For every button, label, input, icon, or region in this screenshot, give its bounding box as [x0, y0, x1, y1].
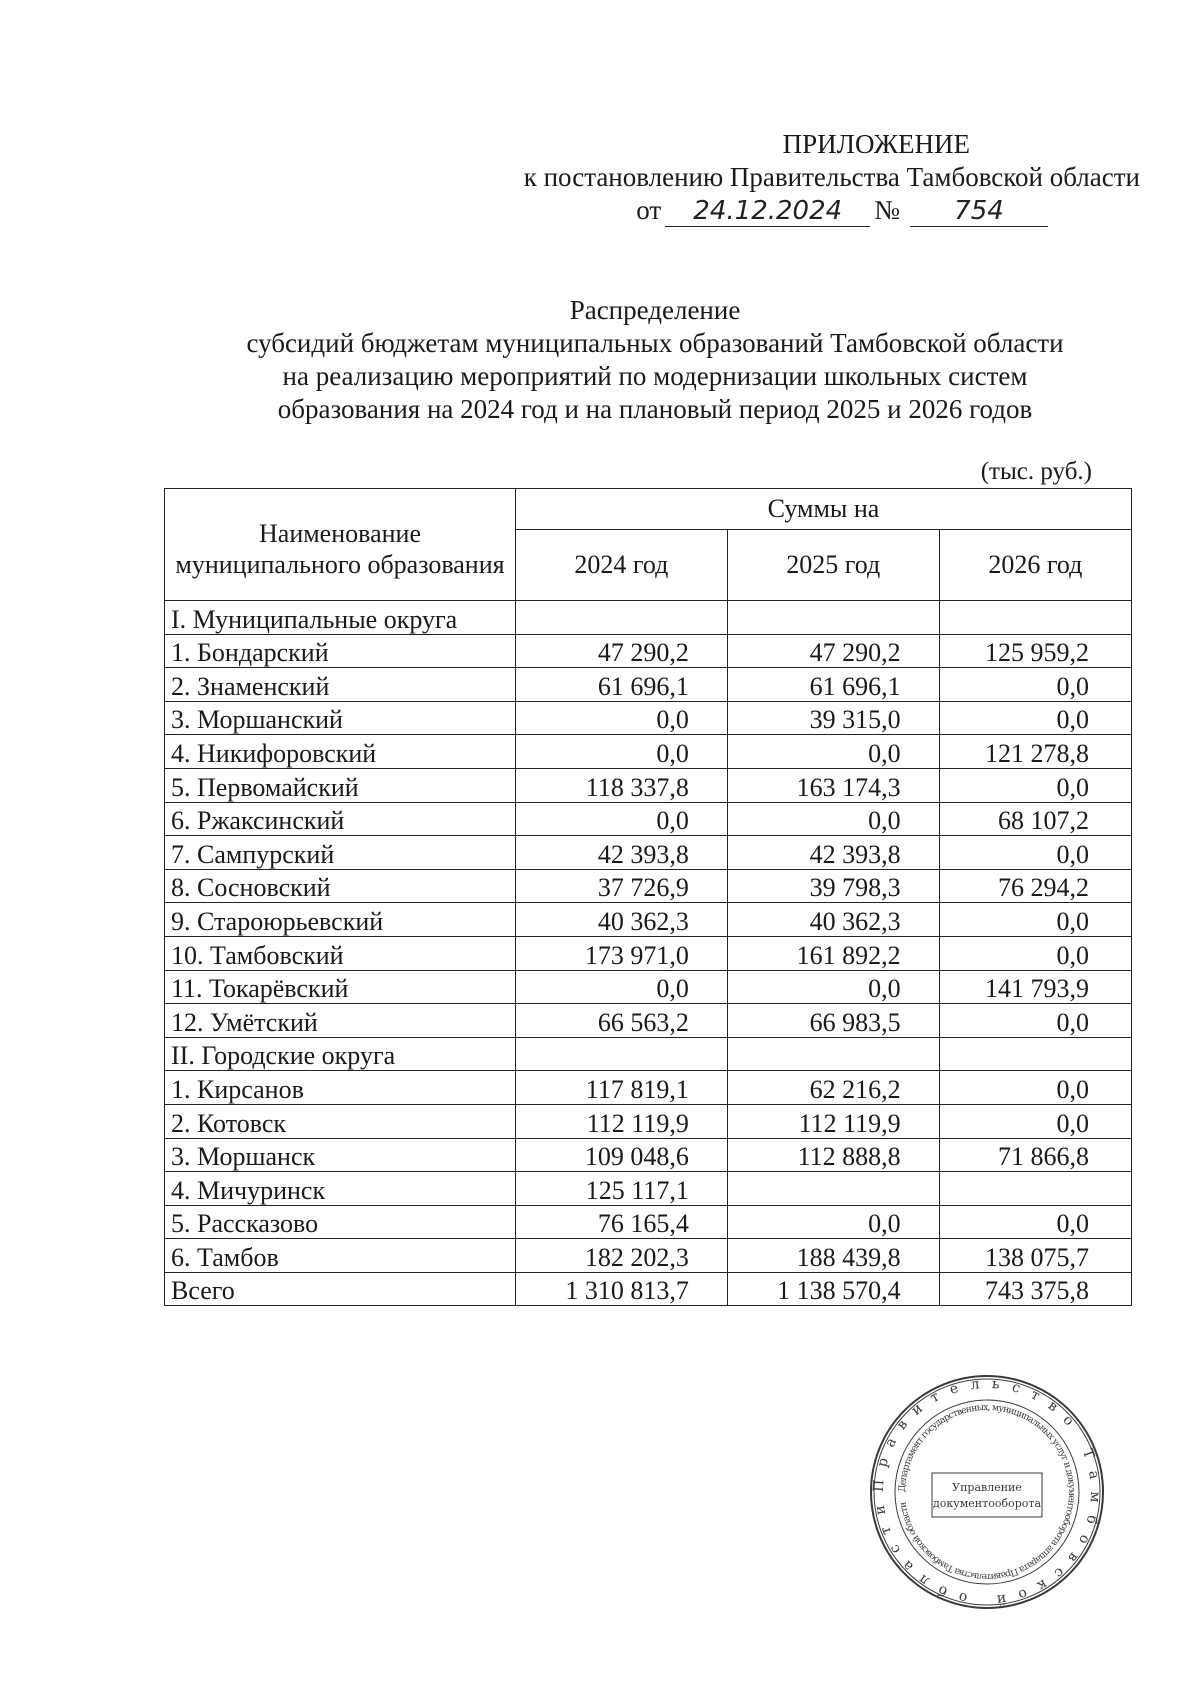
header-year-2024: 2024 год [516, 530, 728, 601]
stamp-center-line-2: документооборота [932, 1497, 1042, 1510]
row-value-2025 [727, 1037, 939, 1071]
row-name: 6. Тамбов [165, 1239, 516, 1273]
row-value-2025: 0,0 [727, 802, 939, 836]
row-value-2026: 0,0 [939, 1104, 1131, 1138]
table-row [165, 1004, 1132, 1038]
stamp-center-line-1: Управление [952, 1481, 1022, 1494]
row-value-2025: 39 798,3 [727, 869, 939, 903]
row-value-2026: 743 375,8 [939, 1272, 1131, 1306]
appendix-subheading: к постановлению Правительства Тамбовской области [523, 162, 1140, 192]
row-name: 2. Знаменский [165, 668, 516, 702]
table-row [165, 735, 1132, 769]
table-row [165, 1239, 1132, 1273]
row-name: 3. Моршанский [165, 701, 516, 735]
row-value-2025 [727, 1172, 939, 1206]
row-value-2026: 0,0 [939, 701, 1131, 735]
header-year-2025: 2025 год [727, 530, 939, 601]
row-value-2025: 0,0 [727, 735, 939, 769]
row-value-2024: 37 726,9 [516, 869, 728, 903]
number-label: № [874, 195, 900, 225]
date-prefix: от [636, 195, 662, 225]
row-name: 9. Староюрьевский [165, 903, 516, 937]
table-row [165, 634, 1132, 668]
row-value-2026: 0,0 [939, 836, 1131, 870]
row-value-2025: 40 362,3 [727, 903, 939, 937]
header-year-2026: 2026 год [939, 530, 1131, 601]
header-sums: Суммы на [516, 489, 1132, 530]
row-name: I. Муниципальные округа [165, 601, 516, 635]
handwritten-number: 754 [910, 196, 1048, 227]
table-row [165, 836, 1132, 870]
row-value-2026: 71 866,8 [939, 1138, 1131, 1172]
row-value-2026: 0,0 [939, 668, 1131, 702]
table-row [165, 1205, 1132, 1239]
row-value-2026 [939, 1037, 1131, 1071]
row-name: 5. Первомайский [165, 768, 516, 802]
row-name: 2. Котовск [165, 1104, 516, 1138]
row-value-2024: 173 971,0 [516, 936, 728, 970]
row-name: 7. Сампурский [165, 836, 516, 870]
row-name: 5. Рассказово [165, 1205, 516, 1239]
row-value-2025: 112 888,8 [727, 1138, 939, 1172]
row-value-2024: 109 048,6 [516, 1138, 728, 1172]
row-value-2025: 0,0 [727, 970, 939, 1004]
row-value-2024 [516, 1037, 728, 1071]
stamp-inner-text: Департамент государственных, муниципальных услуг и документооборота аппарата Правительства Тамбовской области [896, 1401, 1078, 1583]
row-value-2025: 1 138 570,4 [727, 1272, 939, 1306]
row-value-2025: 42 393,8 [727, 836, 939, 870]
row-value-2026: 0,0 [939, 936, 1131, 970]
title-line-2: субсидий бюджетам муниципальных образований Тамбовской области [246, 328, 1064, 358]
row-value-2026: 0,0 [939, 1205, 1131, 1239]
row-value-2026: 0,0 [939, 1004, 1131, 1038]
row-value-2024: 66 563,2 [516, 1004, 728, 1038]
row-value-2025: 66 983,5 [727, 1004, 939, 1038]
row-value-2025: 61 696,1 [727, 668, 939, 702]
row-name: 1. Кирсанов [165, 1071, 516, 1105]
table-row [165, 1138, 1132, 1172]
row-value-2024: 0,0 [516, 701, 728, 735]
title-line-3: на реализацию мероприятий по модернизации школьных систем [282, 361, 1028, 391]
row-name: 11. Токарёвский [165, 970, 516, 1004]
row-value-2025: 112 119,9 [727, 1104, 939, 1138]
table-row [165, 936, 1132, 970]
row-value-2026: 141 793,9 [939, 970, 1131, 1004]
document-title [150, 294, 1160, 426]
handwritten-date: 24.12.2024 [665, 196, 870, 227]
table-row [165, 701, 1132, 735]
row-value-2026: 125 959,2 [939, 634, 1131, 668]
row-value-2026: 0,0 [939, 1071, 1131, 1105]
row-value-2025 [727, 601, 939, 635]
title-line-4: образования на 2024 год и на плановый период 2025 и 2026 годов [277, 394, 1033, 424]
row-value-2024: 40 362,3 [516, 903, 728, 937]
row-name: 1. Бондарский [165, 634, 516, 668]
row-value-2024: 61 696,1 [516, 668, 728, 702]
row-value-2024: 112 119,9 [516, 1104, 728, 1138]
row-value-2025: 62 216,2 [727, 1071, 939, 1105]
row-value-2026: 121 278,8 [939, 735, 1131, 769]
table-row [165, 668, 1132, 702]
row-name: 4. Никифоровский [165, 735, 516, 769]
table-row [165, 1272, 1132, 1306]
table-row [165, 601, 1132, 635]
row-name: 10. Тамбовский [165, 936, 516, 970]
row-value-2026 [939, 601, 1131, 635]
row-value-2025: 0,0 [727, 1205, 939, 1239]
appendix-block [460, 128, 1140, 227]
row-value-2025: 161 892,2 [727, 936, 939, 970]
table-row [165, 802, 1132, 836]
row-value-2024 [516, 601, 728, 635]
row-name: 3. Моршанск [165, 1138, 516, 1172]
row-value-2024: 0,0 [516, 735, 728, 769]
table-row [165, 768, 1132, 802]
row-value-2025: 47 290,2 [727, 634, 939, 668]
row-value-2026: 76 294,2 [939, 869, 1131, 903]
appendix-heading: ПРИЛОЖЕНИЕ [782, 129, 970, 159]
row-value-2025: 163 174,3 [727, 768, 939, 802]
row-name: 12. Умётский [165, 1004, 516, 1038]
row-value-2024: 76 165,4 [516, 1205, 728, 1239]
row-value-2024: 47 290,2 [516, 634, 728, 668]
table-row [165, 1071, 1132, 1105]
units-label: (тыс. руб.) [980, 458, 1092, 485]
row-value-2024: 125 117,1 [516, 1172, 728, 1206]
row-value-2026: 138 075,7 [939, 1239, 1131, 1273]
row-value-2026: 0,0 [939, 903, 1131, 937]
header-name: Наименование муниципального образования [165, 489, 516, 601]
row-value-2024: 1 310 813,7 [516, 1272, 728, 1306]
row-value-2024: 118 337,8 [516, 768, 728, 802]
row-name: 8. Сосновский [165, 869, 516, 903]
stamp-outer-text: Правительство Тамбовской области [870, 1376, 1104, 1608]
table-row [165, 1037, 1132, 1071]
row-value-2025: 39 315,0 [727, 701, 939, 735]
title-line-1: Распределение [569, 295, 741, 325]
row-value-2024: 117 819,1 [516, 1071, 728, 1105]
table-row [165, 903, 1132, 937]
row-value-2024: 182 202,3 [516, 1239, 728, 1273]
table-row [165, 1104, 1132, 1138]
appendix-date-line [460, 194, 1140, 227]
table-row [165, 970, 1132, 1004]
row-value-2024: 0,0 [516, 802, 728, 836]
row-name: II. Городские округа [165, 1037, 516, 1071]
row-value-2026 [939, 1172, 1131, 1206]
table-row [165, 869, 1132, 903]
row-value-2026: 0,0 [939, 768, 1131, 802]
row-value-2026: 68 107,2 [939, 802, 1131, 836]
row-name: 4. Мичуринск [165, 1172, 516, 1206]
row-value-2024: 42 393,8 [516, 836, 728, 870]
table-row [165, 1172, 1132, 1206]
subsidy-table [164, 488, 1132, 1306]
row-name: 6. Ржаксинский [165, 802, 516, 836]
official-stamp [868, 1373, 1106, 1611]
row-name: Всего [165, 1272, 516, 1306]
row-value-2025: 188 439,8 [727, 1239, 939, 1273]
row-value-2024: 0,0 [516, 970, 728, 1004]
